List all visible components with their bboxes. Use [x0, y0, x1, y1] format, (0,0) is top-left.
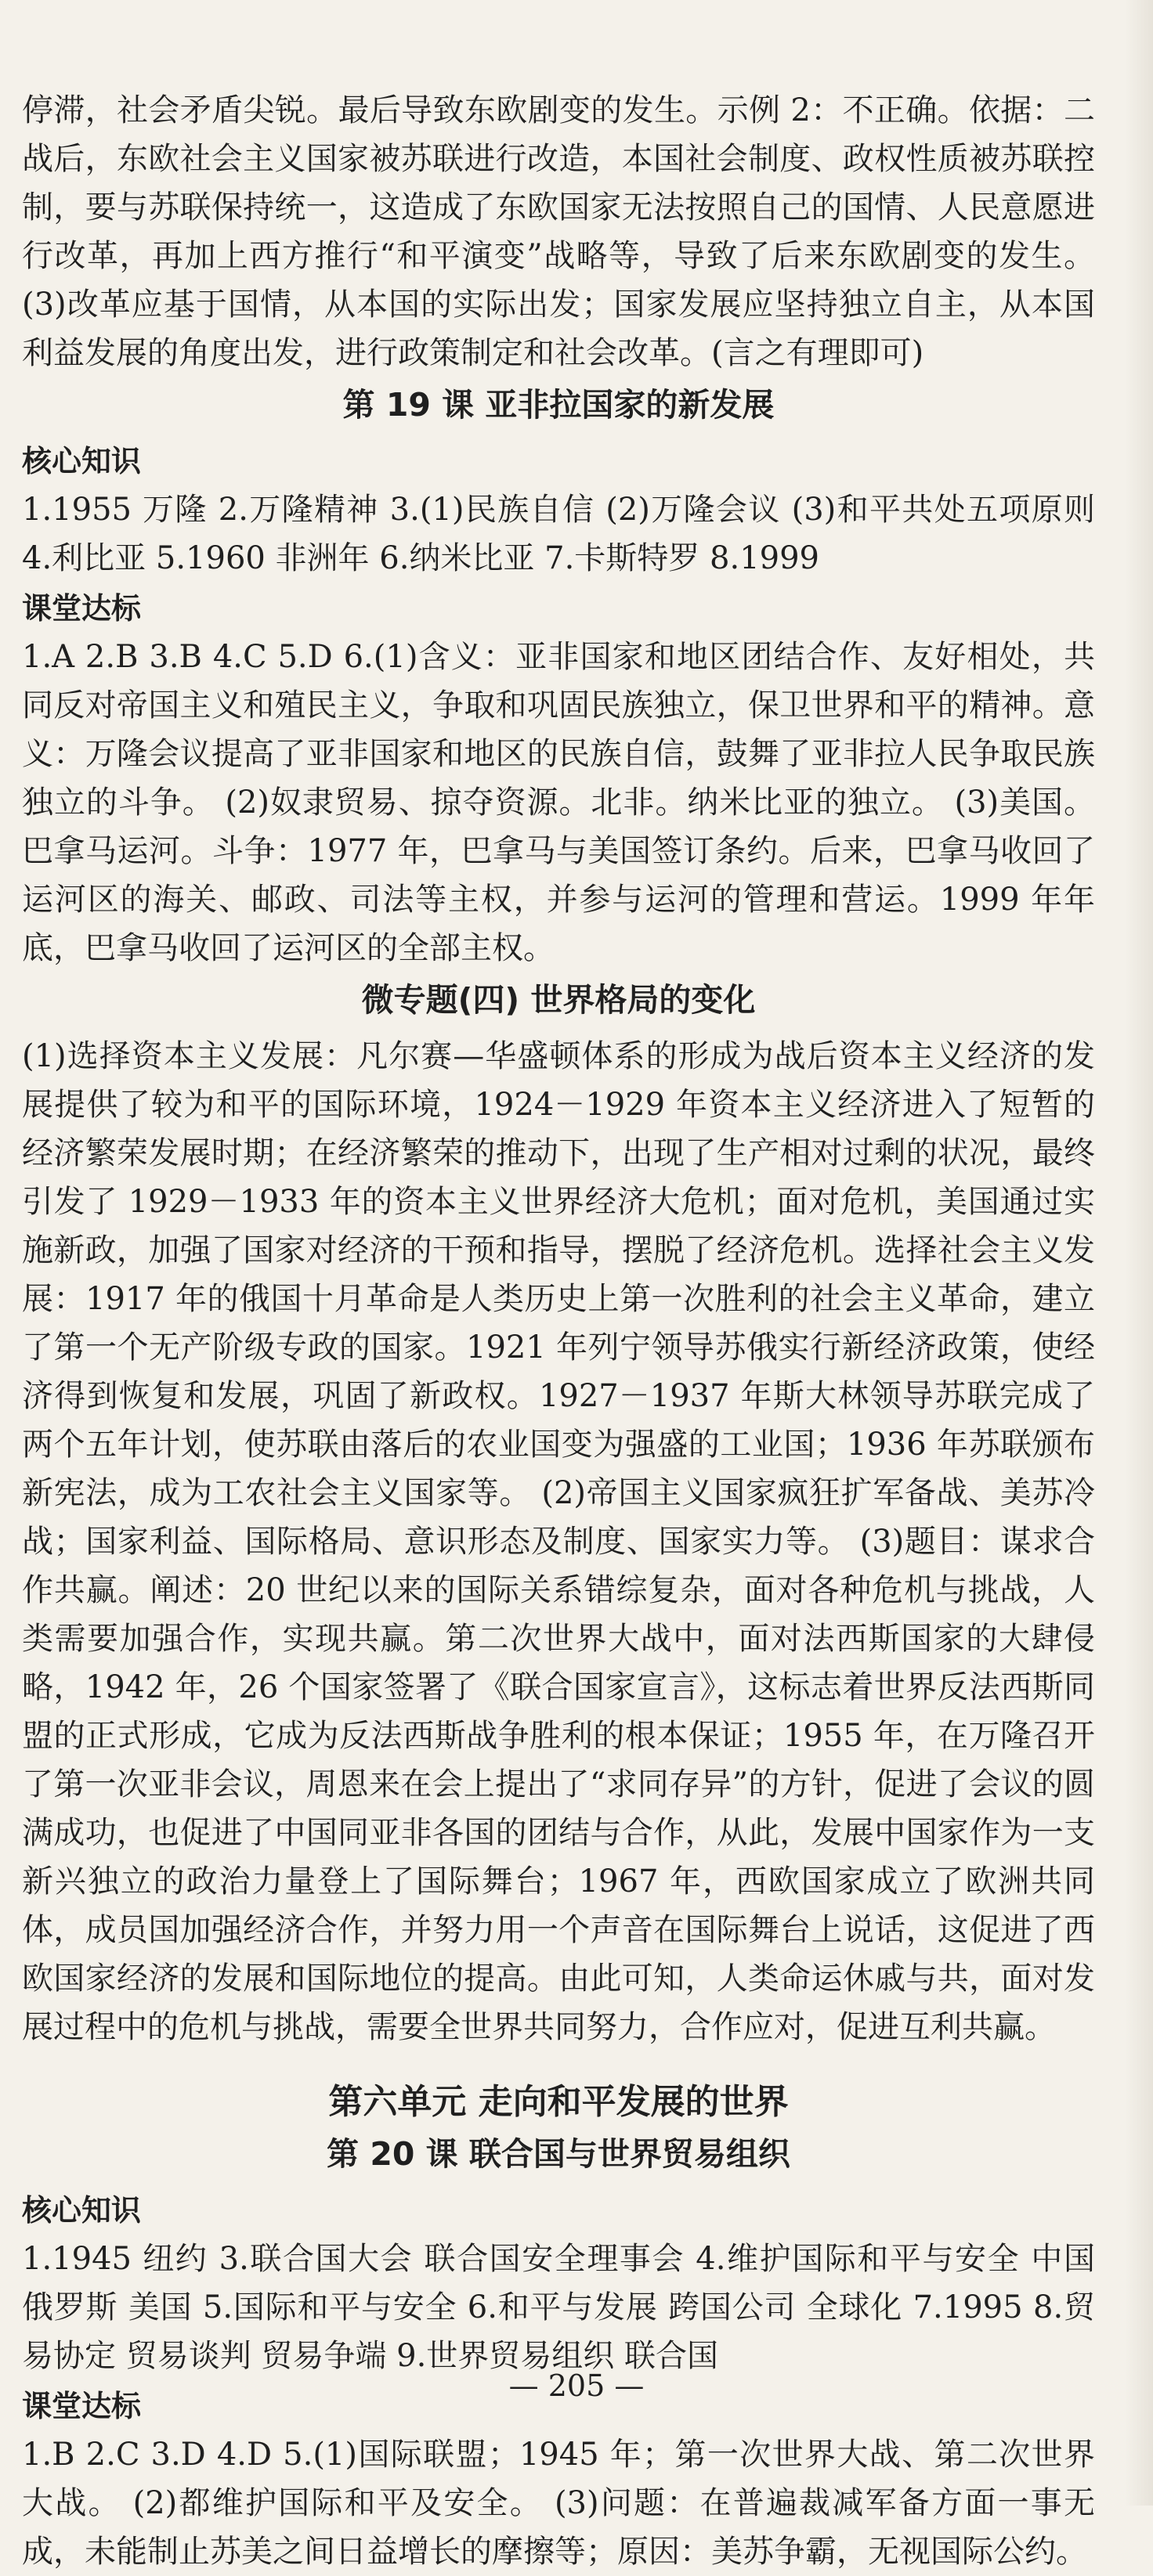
lesson20-title: 第 20 课 联合国与世界贸易组织 [327, 2135, 790, 2173]
unit6-title: 第六单元 走向和平发展的世界 [328, 2082, 789, 2122]
lesson19-core-text: 1.1955 万隆 2.万隆精神 3.(1)民族自信 (2)万隆会议 (3)和平共处五项原则 4.利比亚 5.1960 非洲年 6.纳米比亚 7.卡斯特罗 8.1999 [22, 492, 1095, 576]
document-body [22, 86, 1095, 2576]
lesson20-class-text: 1.B 2.C 3.D 4.D 5.(1)国际联盟；1945 年；第一次世界大战、第二次世界大战。 (2)都维护国际和平及安全。 (3)问题：在普遍裁减军备方面一事无成，未能制止苏美之间日益增长的摩擦等；原因：美苏争霸，无视国际公约。 [22, 2437, 1095, 2570]
lesson19-class-text: 1.A 2.B 3.B 4.C 5.D 6.(1)含义：亚非国家和地区团结合作、友好相处，共同反对帝国主义和殖民主义，争取和巩固民族独立，保卫世界和平的精神。意义：万隆会议提高了亚非国家和地区的民族自信，鼓舞了亚非拉人民争取民族独立的斗争。 (2)奴隶贸易、掠夺资源。北非。纳米比亚的独立。 (3)美国。巴拿马运河。斗争：1977 年，巴拿马与美国签订条约。后来，巴拿马收回了运河区的海关、邮政、司法等主权，并参与运河的管理和营运。1999 年年底，巴拿马收回了运河区的全部主权。 [22, 639, 1095, 966]
lesson20-core-label: 核心知识 [22, 2193, 142, 2228]
lesson19-core-label: 核心知识 [22, 444, 142, 478]
lesson19-class-label: 课堂达标 [22, 591, 142, 626]
lesson20-class-label: 课堂达标 [22, 2389, 142, 2423]
page-edge-shadow [1125, 0, 1153, 2506]
special4-text: (1)选择资本主义发展：凡尔赛—华盛顿体系的形成为战后资本主义经济的发展提供了较为和平的国际环境，1924－1929 年资本主义经济进入了短暂的经济繁荣发展时期；在经济繁荣的推动下，出现了生产相对过剩的状况，最终引发了 1929－1933 年的资本主义世界经济大危机；面对危机，美国通过实施新政，加强了国家对经济的干预和指导，摆脱了经济危机。选择社会主义发展：1917 年的俄国十月革命是人类历史上第一次胜利的社会主义革命，建立了第一个无产阶级专政的国家。1921 年列宁领导苏俄实行新经济政策，使经济得到恢复和发展，巩固了新政权。1927－1937 年斯大林领导苏联完成了两个五年计划，使苏联由落后的农业国变为强盛的工业国；1936 年苏联颁布新宪法，成为工农社会主义国家等。 (2)帝国主义国家疯狂扩军备战、美苏冷战；国家利益、国际格局、意识形态及制度、国家实力等。 (3)题目：谋求合作共赢。阐述：20 世纪以来的国际关系错综复杂，面对各种危机与挑战，人类需要加强合作，实现共赢。第二次世界大战中，面对法西斯国家的大肆侵略，1942 年，26 个国家签署了《联合国家宣言》，这标志着世界反法西斯同盟的正式形成，它成为反法西斯战争胜利的根本保证；1955 年，在万隆召开了第一次亚非会议，周恩来在会上提出了“求同存异”的方针，促进了会议的圆满成功，也促进了中国同亚非各国的团结与合作，从此，发展中国家作为一支新兴独立的政治力量登上了国际舞台；1967 年，西欧国家成立了欧洲共同体，成员国加强经济合作，并努力用一个声音在国际舞台上说话，这促进了西欧国家经济的发展和国际地位的提高。由此可知，人类命运休戚与共，面对发展过程中的危机与挑战，需要全世界共同努力，合作应对，促进互利共赢。 [22, 1038, 1095, 2045]
special4-title: 微专题(四) 世界格局的变化 [361, 981, 756, 1019]
top-paragraph: 停滞，社会矛盾尖锐。最后导致东欧剧变的发生。示例 2：不正确。依据：二战后，东欧社会主义国家被苏联进行改造，本国社会制度、政权性质被苏联控制，要与苏联保持统一，这造成了东欧国家无法按照自己的国情、人民意愿进行改革，再加上西方推行“和平演变”战略等，导致了后来东欧剧变的发生。 (3)改革应基于国情，从本国的实际出发；国家发展应坚持独立自主，从本国利益发展的角度出发，进行政策制定和社会改革。(言之有理即可) [22, 92, 1095, 371]
page-number: — 205 — [508, 2369, 645, 2403]
lesson19-title: 第 19 课 亚非拉国家的新发展 [342, 386, 775, 424]
lesson20-core-text: 1.1945 纽约 3.联合国大会 联合国安全理事会 4.维护国际和平与安全 中国 俄罗斯 美国 5.国际和平与安全 6.和平与发展 跨国公司 全球化 7.1995 8.贸易协定 贸易谈判 贸易争端 9.世界贸易组织 联合国 [22, 2241, 1095, 2374]
